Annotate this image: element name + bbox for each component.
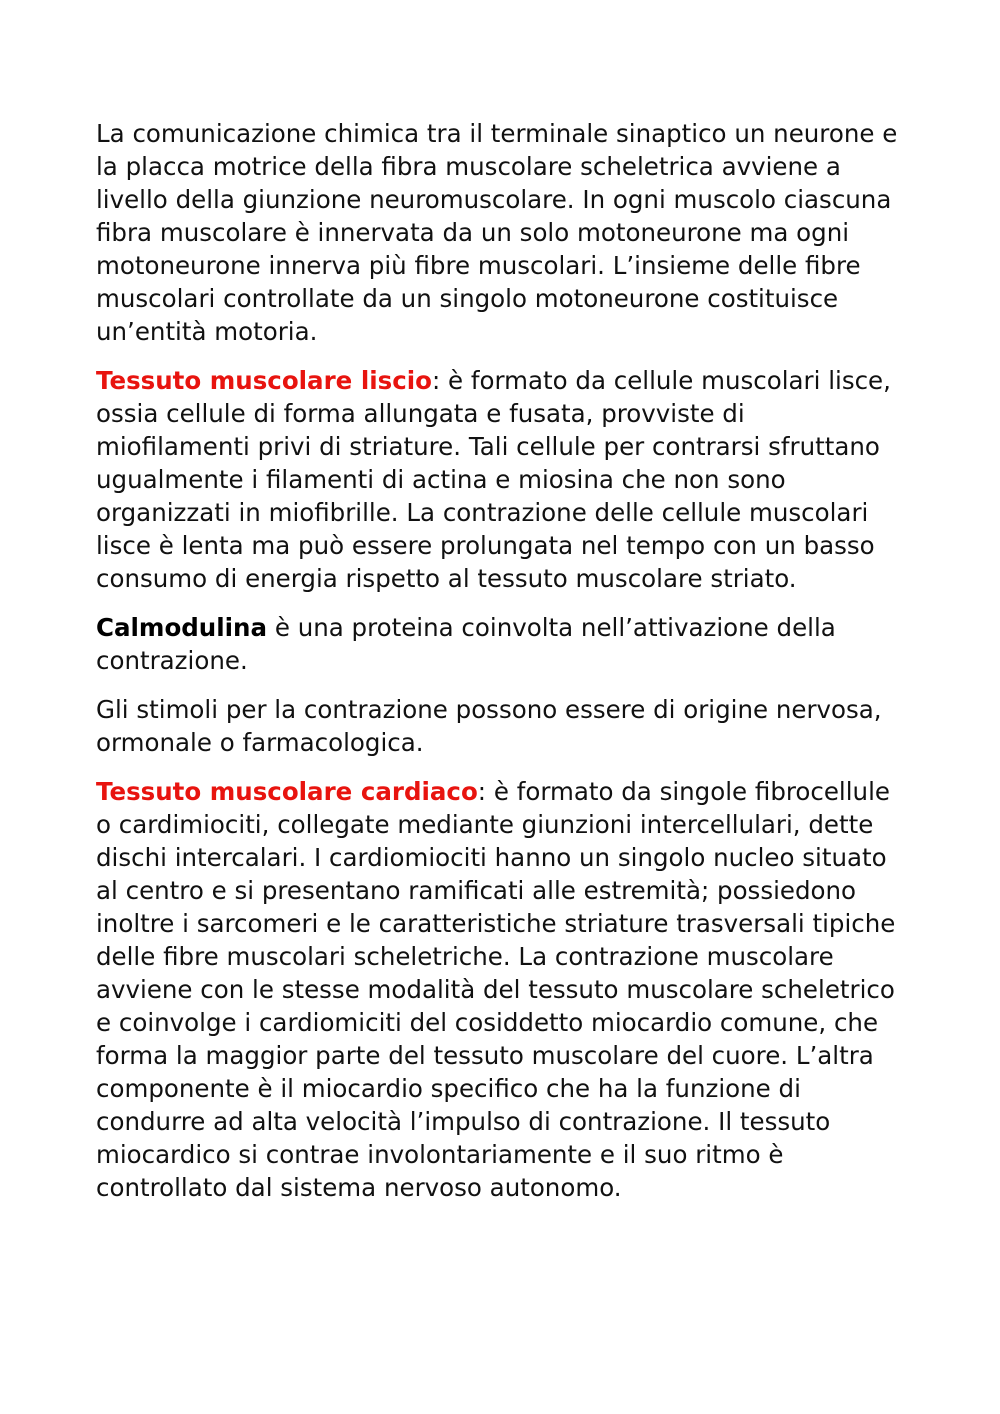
term-separator: : xyxy=(431,366,449,395)
term-calmodulin: Calmodulina xyxy=(96,613,268,642)
term-smooth-muscle: Tessuto muscolare liscio xyxy=(96,366,432,395)
paragraph-calmodulin xyxy=(96,611,906,677)
paragraph-smooth-muscle xyxy=(96,364,906,595)
term-separator xyxy=(267,613,275,642)
paragraph-text: è formato da singole fibrocellule o cardimiociti, collegate mediante giunzioni intercellulari, dette dischi intercalari. I cardiomiociti hanno un singolo nucleo situato al centro e si presentano ramificati alle estremità; possiedono inoltre i sarcomeri e le caratteristiche striature trasversali tipiche delle fibre muscolari scheletriche. La contrazione muscolare avviene con le stesse modalità del tessuto muscolare scheletrico e coinvolge i cardiomiciti del cosiddetto miocardio comune, che forma la maggior parte del tessuto muscolare del cuore. L’altra componente è il miocardio specifico che ha la funzione di condurre ad alta velocità l’impulso di contrazione. Il tessuto miocardico si contrae involontariamente e il suo ritmo è controllato dal sistema nervoso autonomo. xyxy=(96,777,896,1202)
term-separator: : xyxy=(477,777,494,806)
paragraph-neuromuscular-junction xyxy=(96,117,906,348)
paragraph-text: Gli stimoli per la contrazione possono essere di origine nervosa, ormonale o farmacologica. xyxy=(96,695,882,757)
paragraph-cardiac-muscle xyxy=(96,775,906,1204)
paragraph-text: è formato da cellule muscolari lisce, ossia cellule di forma allungata e fusata, provviste di miofilamenti privi di striature. Tali cellule per contrarsi sfruttano ugualmente i filamenti di actina e miosina che non sono organizzati in miofibrille. La contrazione delle cellule muscolari lisce è lenta ma può essere prolungata nel tempo con un basso consumo di energia rispetto al tessuto muscolare striato. xyxy=(96,366,891,593)
paragraph-text: è una proteina coinvolta nell’attivazione della contrazione. xyxy=(96,613,836,675)
paragraph-text: La comunicazione chimica tra il terminale sinaptico un neurone e la placca motrice della fibra muscolare scheletrica avviene a livello della giunzione neuromuscolare. In ogni muscolo ciascuna fibra muscolare è innervata da un solo motoneurone ma ogni motoneurone innerva più fibre muscolari. L’insieme delle fibre muscolari controllate da un singolo motoneurone costituisce un’entità motoria. xyxy=(96,119,898,346)
document-page xyxy=(96,117,906,1220)
term-cardiac-muscle: Tessuto muscolare cardiaco xyxy=(96,777,478,806)
paragraph-stimuli xyxy=(96,693,906,759)
